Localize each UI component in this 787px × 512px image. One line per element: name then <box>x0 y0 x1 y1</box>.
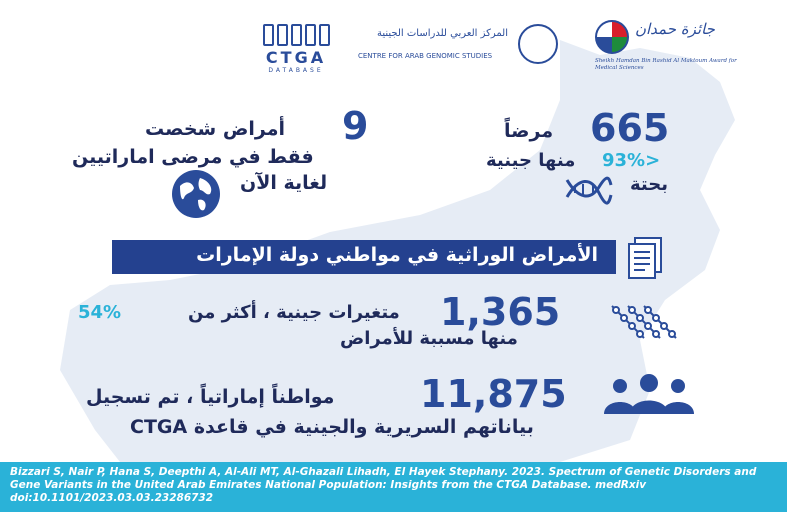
cags-english-name: CENTRE FOR ARAB GENOMIC STUDIES <box>358 52 493 60</box>
genetic-label-2: بحتة <box>630 174 668 195</box>
section-banner <box>112 240 616 274</box>
ctga-subtitle: DATABASE <box>268 67 324 74</box>
emirati-line-3: لغاية الآن <box>240 172 328 194</box>
award-calligraphy: جائزة حمدان <box>635 20 715 38</box>
globe-icon <box>170 168 222 220</box>
diseases-label: مرضاً <box>504 120 554 142</box>
genetic-percent: 93%> <box>602 150 661 171</box>
emirati-line-1: أمراض شخصت <box>145 118 285 140</box>
ctga-title: CTGA <box>265 48 327 67</box>
hamdan-award-logo <box>595 18 745 78</box>
citizens-line-2: بياناتهم السريرية والجينية في قاعدة CTGA <box>130 416 534 438</box>
people-icon <box>600 374 698 414</box>
logo-strip <box>250 18 750 78</box>
citizens-number: 11,875 <box>420 372 567 416</box>
cags-emblem-icon <box>518 24 558 64</box>
award-english-name: Sheikh Hamdan Bin Rashid Al Maktoum Award for Medical Sciences <box>595 58 737 71</box>
variants-icon <box>608 300 680 344</box>
ctga-logo <box>250 24 342 74</box>
stat-citizens <box>80 372 590 452</box>
cags-arabic-name: المركز العربي للدراسات الجينية <box>377 28 508 39</box>
stat-emirati-only <box>60 106 390 196</box>
award-emblem-icon <box>595 20 629 54</box>
dna-icon <box>565 175 613 205</box>
variants-line-1: متغيرات جينية ، أكثر من <box>188 302 400 323</box>
genetic-label: منها جينية <box>486 150 576 171</box>
citation-footer <box>0 462 787 512</box>
citizens-line-1: مواطناً إماراتياً ، تم تسجيل <box>86 386 335 408</box>
emirati-line-2: فقط في مرضى اماراتيين <box>72 146 314 168</box>
banner-title: الأمراض الوراثية في مواطني دولة الإمارات <box>196 244 598 266</box>
stat-variants <box>78 288 590 358</box>
cags-logo <box>358 24 568 74</box>
citation-text: Bizzari S, Nair P, Hana S, Deepthi A, Al-Ali MT, Al-Ghazali Lihadh, El Hayek Stephany. 2023. Spectrum of Genetic Disorders and Gene Variants in the United Arab Emirates National Population: Insights from the CTGA Database. medRxiv doi:10.1101/2023.03.03.23286732 <box>10 466 757 504</box>
emirati-number: 9 <box>342 104 369 148</box>
diseases-number: 665 <box>590 106 670 150</box>
document-icon <box>625 236 665 280</box>
variants-percent: 54% <box>78 302 122 323</box>
variants-number: 1,365 <box>440 290 561 334</box>
variants-line-2: منها مسببة للأمراض <box>340 328 518 349</box>
ctga-bars-icon <box>250 24 342 46</box>
